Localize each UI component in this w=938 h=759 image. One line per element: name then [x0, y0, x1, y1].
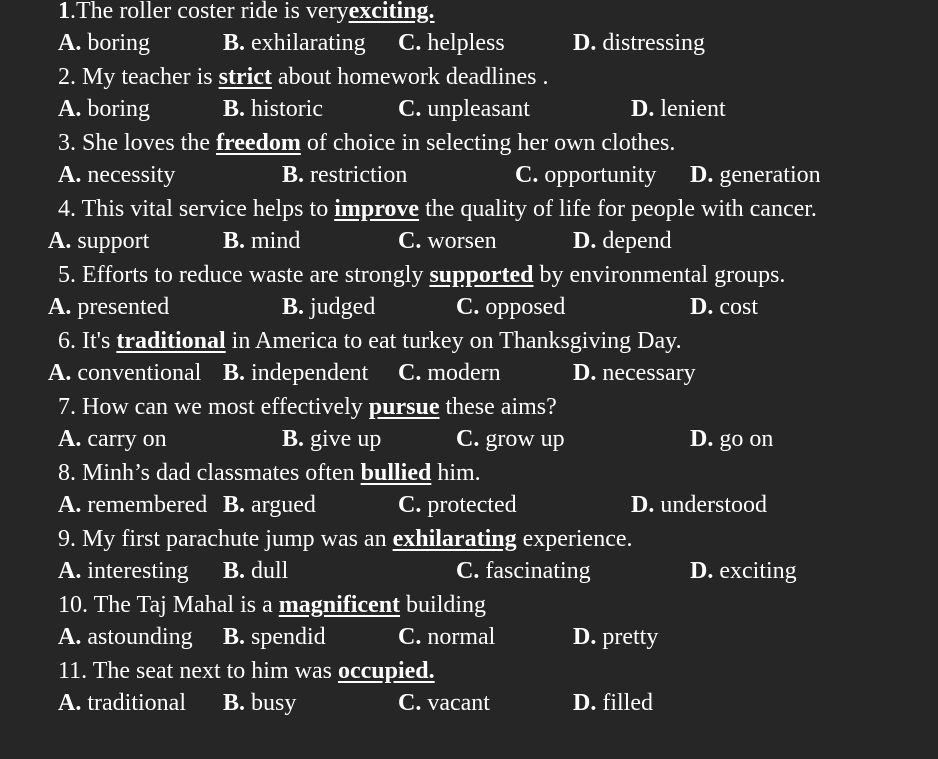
question-text-after: him. [431, 460, 481, 486]
option-text: necessary [602, 360, 696, 386]
option-d[interactable] [690, 159, 821, 192]
question-text-after: these aims? [439, 394, 557, 420]
question-number: 1 [58, 0, 70, 24]
option-letter: C. [456, 294, 480, 320]
option-c[interactable] [515, 159, 656, 192]
option-letter: B. [223, 96, 246, 122]
option-b[interactable] [223, 489, 316, 522]
question-number: 6 [58, 328, 70, 354]
option-b[interactable] [223, 93, 323, 126]
option-a[interactable] [58, 687, 186, 720]
option-letter: D. [690, 162, 714, 188]
question-keyword: supported [429, 262, 534, 288]
question-keyword: occupied. [337, 658, 435, 684]
question-7 [0, 391, 557, 424]
option-text: support [77, 228, 150, 254]
question-separator: . [81, 658, 93, 684]
option-a[interactable] [58, 555, 189, 588]
option-a[interactable] [58, 27, 150, 60]
option-letter: C. [398, 624, 422, 650]
option-letter: B. [223, 492, 246, 518]
options-row-8 [0, 489, 938, 522]
option-text: exhilarating [251, 30, 366, 56]
question-1 [0, 0, 435, 28]
question-number: 11 [58, 658, 82, 684]
options-row-5 [0, 291, 938, 324]
options-row-3 [0, 159, 938, 192]
option-b[interactable] [282, 159, 407, 192]
options-row-7 [0, 423, 938, 456]
option-d[interactable] [573, 357, 696, 390]
option-letter: C. [398, 228, 422, 254]
question-10 [0, 589, 486, 622]
option-b[interactable] [282, 423, 381, 456]
question-9 [0, 523, 633, 556]
question-separator: . [70, 394, 82, 420]
option-text: traditional [87, 690, 186, 716]
option-text: dull [251, 558, 289, 584]
question-text-before: My first parachute jump was an [82, 526, 393, 552]
option-text: pretty [602, 624, 659, 650]
option-a[interactable] [58, 423, 167, 456]
question-text-after: the quality of life for people with cancer. [419, 196, 817, 222]
option-letter: C. [398, 30, 422, 56]
option-c[interactable] [398, 357, 501, 390]
option-letter: A. [58, 96, 82, 122]
question-text-before: Minh’s dad classmates often [82, 460, 361, 486]
option-b[interactable] [223, 621, 326, 654]
question-separator: . [70, 526, 82, 552]
option-text: necessity [87, 162, 176, 188]
option-text: busy [251, 690, 297, 716]
option-text: worsen [427, 228, 497, 254]
option-letter: B. [282, 426, 305, 452]
options-row-4 [0, 225, 938, 258]
option-text: interesting [87, 558, 189, 584]
option-c[interactable] [398, 687, 490, 720]
option-letter: B. [282, 162, 305, 188]
option-text: depend [602, 228, 672, 254]
option-letter: C. [398, 492, 422, 518]
question-keyword: exhilarating [392, 526, 517, 552]
option-text: protected [427, 492, 517, 518]
question-keyword: improve [334, 196, 420, 222]
question-number: 7 [58, 394, 70, 420]
question-number: 4 [58, 196, 70, 222]
option-b[interactable] [223, 687, 296, 720]
option-d[interactable] [690, 555, 797, 588]
question-keyword: pursue [368, 394, 440, 420]
option-b[interactable] [223, 555, 288, 588]
option-letter: D. [631, 96, 655, 122]
option-text: presented [77, 294, 170, 320]
question-number: 5 [58, 262, 70, 288]
options-row-6 [0, 357, 938, 390]
option-d[interactable] [573, 27, 705, 60]
question-text-after: experience. [516, 526, 633, 552]
option-text: modern [427, 360, 501, 386]
question-text-before: This vital service helps to [81, 196, 335, 222]
option-text: exciting [719, 558, 797, 584]
question-keyword: bullied [360, 460, 432, 486]
option-c[interactable] [456, 291, 565, 324]
option-letter: B. [223, 30, 246, 56]
question-keyword: traditional [116, 328, 226, 354]
option-letter: B. [223, 624, 246, 650]
option-text: independent [251, 360, 369, 386]
options-row-9 [0, 555, 938, 588]
option-letter: B. [223, 558, 246, 584]
question-text-before: She loves the [82, 130, 216, 156]
option-a[interactable] [48, 225, 149, 258]
options-row-11 [0, 687, 938, 720]
option-text: boring [87, 96, 151, 122]
option-letter: D. [631, 492, 655, 518]
question-text-before: Efforts to reduce waste are strongly [82, 262, 430, 288]
option-text: restriction [310, 162, 408, 188]
question-text-before: It's [82, 328, 117, 354]
option-text: mind [251, 228, 301, 254]
option-text: argued [251, 492, 316, 518]
option-text: judged [310, 294, 376, 320]
option-d[interactable] [573, 621, 658, 654]
option-text: distressing [602, 30, 706, 56]
option-letter: A. [58, 624, 82, 650]
option-d[interactable] [573, 687, 653, 720]
option-text: generation [719, 162, 821, 188]
question-6 [0, 325, 682, 358]
option-letter: D. [690, 558, 714, 584]
option-letter: D. [690, 426, 714, 452]
question-text-before: My teacher is [82, 64, 219, 90]
option-d[interactable] [631, 93, 726, 126]
option-b[interactable] [223, 27, 366, 60]
option-letter: A. [58, 426, 82, 452]
question-8 [0, 457, 481, 490]
question-2 [0, 61, 549, 94]
option-d[interactable] [573, 225, 672, 258]
question-text-before: How can we most effectively [82, 394, 369, 420]
option-d[interactable] [690, 423, 773, 456]
option-text: understood [660, 492, 767, 518]
question-number: 8 [58, 460, 70, 486]
option-letter: A. [58, 30, 82, 56]
option-text: go on [719, 426, 774, 452]
option-letter: D. [690, 294, 714, 320]
option-a[interactable] [58, 489, 207, 522]
question-11 [0, 655, 435, 688]
option-letter: A. [48, 360, 72, 386]
option-letter: B. [282, 294, 305, 320]
question-separator: . [70, 328, 82, 354]
question-number: 10 [58, 592, 82, 618]
option-letter: D. [573, 228, 597, 254]
question-separator: . [70, 262, 82, 288]
option-c[interactable] [398, 489, 517, 522]
option-text: historic [251, 96, 324, 122]
option-letter: A. [58, 690, 82, 716]
option-text: grow up [485, 426, 565, 452]
option-letter: C. [398, 96, 422, 122]
question-separator: . [70, 0, 76, 24]
option-letter: C. [398, 360, 422, 386]
option-letter: D. [573, 30, 597, 56]
option-letter: B. [223, 228, 246, 254]
option-c[interactable] [398, 93, 530, 126]
question-keyword: freedom [215, 130, 301, 156]
option-c[interactable] [456, 423, 565, 456]
option-b[interactable] [223, 357, 368, 390]
option-text: opposed [485, 294, 566, 320]
option-text: unpleasant [427, 96, 530, 122]
option-text: helpless [427, 30, 505, 56]
option-a[interactable] [58, 93, 150, 126]
option-letter: A. [48, 228, 72, 254]
option-a[interactable] [58, 621, 193, 654]
question-separator: . [70, 196, 82, 222]
question-text-before: The Taj Mahal is a [93, 592, 279, 618]
option-c[interactable] [398, 27, 505, 60]
question-text-before: The seat next to him was [92, 658, 338, 684]
option-letter: A. [58, 162, 82, 188]
option-letter: B. [223, 690, 246, 716]
option-text: fascinating [485, 558, 591, 584]
options-row-2 [0, 93, 938, 126]
option-text: remembered [87, 492, 208, 518]
question-keyword: magnificent [278, 592, 401, 618]
question-separator: . [70, 460, 82, 486]
option-text: cost [719, 294, 759, 320]
option-text: lenient [660, 96, 726, 122]
question-number: 9 [58, 526, 70, 552]
question-4 [0, 193, 817, 226]
option-text: give up [310, 426, 382, 452]
question-text-after: by environmental groups. [533, 262, 786, 288]
option-letter: A. [58, 492, 82, 518]
option-b[interactable] [282, 291, 375, 324]
question-keyword: exciting. [348, 0, 435, 24]
option-c[interactable] [398, 621, 495, 654]
question-text-after: building [400, 592, 487, 618]
question-number: 3 [58, 130, 70, 156]
option-c[interactable] [456, 555, 591, 588]
option-d[interactable] [690, 291, 758, 324]
option-letter: C. [456, 426, 480, 452]
option-text: filled [602, 690, 653, 716]
question-number: 2 [58, 64, 70, 90]
option-a[interactable] [48, 291, 169, 324]
question-keyword: strict [218, 64, 272, 90]
option-letter: D. [573, 624, 597, 650]
question-separator: . [82, 592, 94, 618]
options-row-10 [0, 621, 938, 654]
options-row-1 [0, 27, 938, 60]
option-text: spendid [251, 624, 326, 650]
option-text: astounding [87, 624, 193, 650]
question-text-after: about homework deadlines . [271, 64, 549, 90]
option-letter: A. [58, 558, 82, 584]
option-letter: D. [573, 360, 597, 386]
option-letter: C. [456, 558, 480, 584]
option-b[interactable] [223, 225, 300, 258]
question-text-before: The roller coster ride is very [76, 0, 349, 24]
option-letter: C. [398, 690, 422, 716]
option-c[interactable] [398, 225, 497, 258]
question-3 [0, 127, 675, 160]
option-text: opportunity [544, 162, 657, 188]
question-separator: . [70, 130, 82, 156]
option-text: carry on [87, 426, 167, 452]
question-separator: . [70, 64, 82, 90]
option-a[interactable] [48, 357, 201, 390]
question-text-after: in America to eat turkey on Thanksgiving Day. [225, 328, 682, 354]
option-letter: D. [573, 690, 597, 716]
option-text: vacant [427, 690, 490, 716]
option-text: conventional [77, 360, 202, 386]
option-text: boring [87, 30, 151, 56]
question-text-after: of choice in selecting her own clothes. [300, 130, 676, 156]
option-d[interactable] [631, 489, 767, 522]
question-5 [0, 259, 785, 292]
option-letter: B. [223, 360, 246, 386]
option-letter: A. [48, 294, 72, 320]
option-letter: C. [515, 162, 539, 188]
option-a[interactable] [58, 159, 175, 192]
option-text: normal [427, 624, 496, 650]
